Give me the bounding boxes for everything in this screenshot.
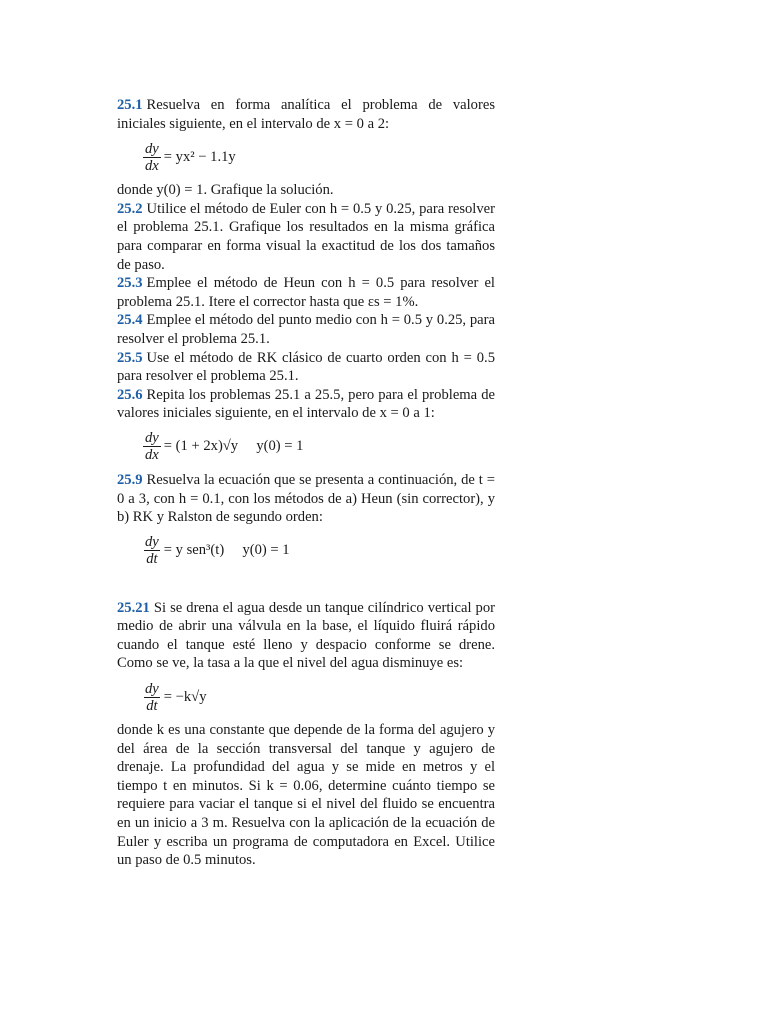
fraction-numerator: dy bbox=[145, 140, 159, 157]
problem-text: Emplee el método del punto medio con h = 0.5 y 0.25, para resolver el problema 25.1. bbox=[117, 312, 495, 347]
derivative-fraction bbox=[143, 141, 161, 174]
derivative-fraction bbox=[143, 430, 161, 463]
section-gap bbox=[117, 575, 495, 599]
problem-number: 25.21 bbox=[117, 599, 150, 616]
problem-25-21-note: donde k es una constante que depende de la forma del agujero y del área de la sección transversal del tanque y agujero de drenaje. La profundidad del agua y se mide en metros y el tiempo t en minutos. Si k = 0.06, determine cuánto tiempo se requiere para vaciar el tanque si el nivel del fluido se encuentra en un inicio a 3 m. Resuelva con la aplicación de la ecuación de Euler y escriba un programa de computadora en Excel. Utilice un paso de 0.5 minutos. bbox=[117, 722, 495, 869]
equation-25-9 bbox=[143, 531, 495, 571]
fraction-numerator: dy bbox=[145, 680, 159, 697]
problem-text: Repita los problemas 25.1 a 25.5, pero para el problema de valores iniciales siguiente, en el intervalo de x = 0 a 1: bbox=[117, 386, 495, 422]
problem-25-5 bbox=[117, 349, 495, 386]
problem-text: Utilice el método de Euler con h = 0.5 y 0.25, para resolver el problema 25.1. Grafique los resultados en la misma gráfica para comparar en forma visual la exactitud de los dos tamaños de paso. bbox=[117, 200, 495, 273]
problem-25-1-note: donde y(0) = 1. Grafique la solución. bbox=[117, 182, 334, 199]
problem-number: 25.5 bbox=[117, 349, 143, 366]
fraction-numerator: dy bbox=[145, 534, 159, 551]
problem-25-9 bbox=[117, 471, 495, 527]
problem-number: 25.6 bbox=[117, 386, 143, 403]
problem-25-21 bbox=[117, 599, 495, 673]
problem-number: 25.4 bbox=[117, 312, 143, 329]
problem-text: Emplee el método de Heun con h = 0.5 para resolver el problema 25.1. Itere el corrector hasta que εs = 1%. bbox=[117, 275, 495, 310]
problem-number: 25.9 bbox=[117, 471, 143, 488]
problem-25-6 bbox=[117, 386, 495, 423]
derivative-fraction bbox=[143, 534, 161, 567]
equation-25-21 bbox=[143, 677, 495, 717]
equation-rhs: = −k√y bbox=[163, 688, 207, 705]
equation-rhs: = y sen³(t) y(0) = 1 bbox=[163, 542, 290, 559]
fraction-denominator: dx bbox=[145, 157, 159, 174]
equation-25-1 bbox=[143, 137, 495, 177]
equation-25-6 bbox=[143, 427, 495, 467]
equation-rhs: = yx² − 1.1y bbox=[163, 148, 236, 165]
problem-number: 25.1 bbox=[117, 97, 143, 113]
problem-25-3 bbox=[117, 274, 495, 311]
fraction-denominator: dt bbox=[146, 551, 158, 568]
problem-25-1 bbox=[117, 96, 495, 133]
equation-rhs: = (1 + 2x)√y y(0) = 1 bbox=[163, 438, 304, 455]
problem-number: 25.3 bbox=[117, 275, 143, 292]
problem-25-4 bbox=[117, 311, 495, 348]
problem-text: Resuelva la ecuación que se presenta a continuación, de t = 0 a 3, con h = 0.1, con los métodos de a) Heun (sin corrector), y b) RK y Ralston de segundo orden: bbox=[117, 471, 495, 526]
problem-number: 25.2 bbox=[117, 200, 143, 217]
problem-text: Use el método de RK clásico de cuarto orden con h = 0.5 para resolver el problema 25.1. bbox=[117, 349, 495, 385]
fraction-numerator: dy bbox=[145, 430, 159, 447]
fraction-denominator: dt bbox=[146, 697, 158, 714]
fraction-denominator: dx bbox=[145, 447, 159, 464]
problem-text: Si se drena el agua desde un tanque cilíndrico vertical por medio de abrir una válvula en la base, el líquido fluirá rápido cuando el tanque esté lleno y despacio conforme se drene. Como se ve, la tasa a la que el nivel del agua disminuye es: bbox=[117, 599, 495, 672]
derivative-fraction bbox=[143, 681, 161, 714]
problem-column bbox=[117, 96, 495, 870]
problem-25-2 bbox=[117, 200, 495, 274]
problem-text: Resuelva en forma analítica el problema de valores iniciales siguiente, en el intervalo de x = 0 a 2: bbox=[117, 97, 495, 132]
